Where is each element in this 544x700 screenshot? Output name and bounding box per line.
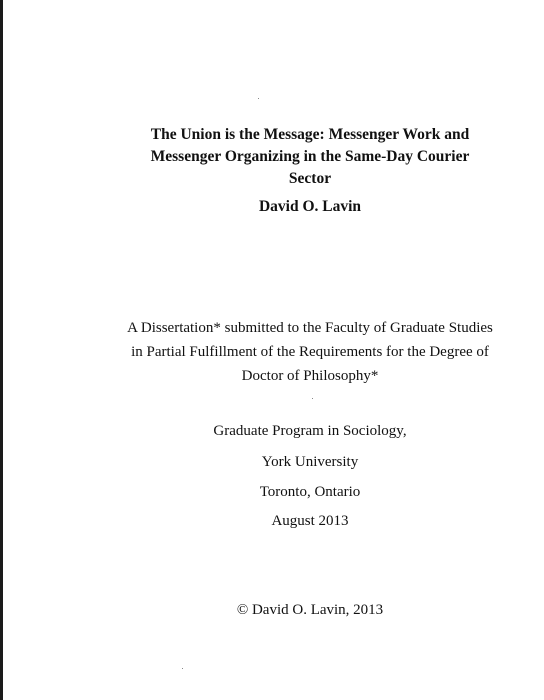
city-location: Toronto, Ontario bbox=[259, 484, 361, 500]
scan-speck bbox=[312, 398, 313, 399]
graduate-program: Graduate Program in Sociology, bbox=[213, 423, 407, 439]
copyright-notice: © David O. Lavin, 2013 bbox=[236, 602, 384, 618]
submission-statement: A Dissertation* submitted to the Faculty of Graduate Studies in Partial Fulfillment of the Requirements for the Degree of Doctor of Philosophy* bbox=[127, 320, 493, 384]
scan-border bbox=[0, 0, 3, 700]
author-name: David O. Lavin bbox=[258, 198, 362, 215]
dissertation-title: The Union is the Message: Messenger Work and Messenger Organizing in the Same-Day Courier Sector bbox=[150, 126, 470, 187]
scan-speck bbox=[182, 668, 183, 669]
university-name: York University bbox=[261, 454, 359, 470]
submission-date: August 2013 bbox=[271, 513, 349, 529]
scan-speck bbox=[258, 98, 259, 99]
